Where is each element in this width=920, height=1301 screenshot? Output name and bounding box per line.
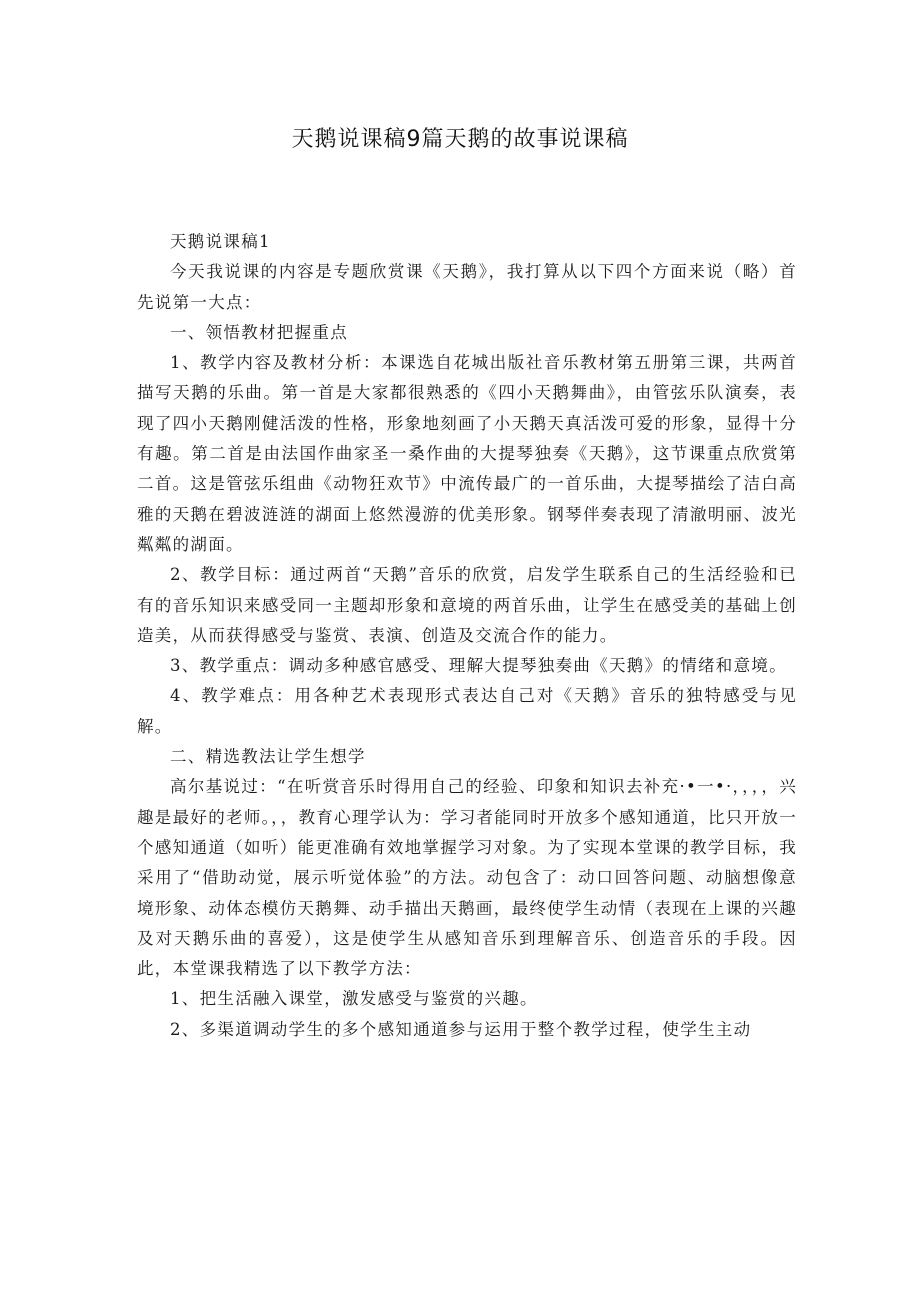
paragraph-methods: 高尔基说过：“在听赏音乐时得用自己的经验、印象和知识去补充·•一•·，，，，兴趣是最好的老师。，，教育心理学认为：学习者能同时开放多个感知通道，比只开放一个感知通道（如听）能更准确有效地掌握学习对象。为了实现本堂课的教学目标，我采用了“借助动觉，展示听觉体验”的方法。动包含了：动口回答问题、动脑想像意境形象、动体态模仿天鹅舞、动手描出天鹅画，最终使学生动情（表现在上课的兴趣及对天鹅乐曲的喜爱），这是使学生从感知音乐到理解音乐、创造音乐的手段。因此，本堂课我精选了以下教学方法： [137, 777, 797, 979]
section-heading-2: 一、领悟教材把握重点 [170, 322, 348, 342]
document-body [137, 227, 797, 1045]
section-heading-1: 天鹅说课稿1 [170, 232, 271, 251]
section-heading-3: 二、精选教法让学生想学 [170, 747, 366, 767]
paragraph-intro: 今天我说课的内容是专题欣赏课《天鹅》，我打算从以下四个方面来说（略）首先说第一大点： [137, 262, 797, 312]
paragraph-method-1: 1、把生活融入课堂，激发感受与鉴赏的兴趣。 [170, 989, 538, 1009]
paragraph-content-analysis: 1、教学内容及教材分析：本课选自花城出版社音乐教材第五册第三课，共两首描写天鹅的乐曲。第一首是大家都很熟悉的《四小天鹅舞曲》，由管弦乐队演奏，表现了四小天鹅刚健活泼的性格，形象地刻画了小天鹅天真活泼可爱的形象，显得十分有趣。第二首是由法国作曲家圣一桑作曲的大提琴独奏《天鹅》，这节课重点欣赏第二首。这是管弦乐组曲《动物狂欢节》中流传最广的一首乐曲，大提琴描绘了洁白高雅的天鹅在碧波涟涟的湖面上悠然漫游的优美形象。钢琴伴奏表现了清澈明丽、波光粼粼的湖面。 [137, 353, 797, 554]
document-title: 天鹅说课稿9篇天鹅的故事说课稿 [291, 127, 629, 152]
paragraph-key-points: 3、教学重点：调动多种感官感受、理解大提琴独奏曲《天鹅》的情绪和意境。 [170, 656, 787, 676]
paragraph-difficulties: 4、教学难点：用各种艺术表现形式表达自己对《天鹅》音乐的独特感受与见解。 [137, 686, 797, 736]
paragraph-teaching-goals: 2、教学目标：通过两首“天鹅”音乐的欣赏，启发学生联系自己的生活经验和已有的音乐知识来感受同一主题却形象和意境的两首乐曲，让学生在感受美的基础上创造美，从而获得感受与鉴赏、表演、创造及交流合作的能力。 [137, 565, 797, 645]
paragraph-method-2: 2、多渠道调动学生的多个感知通道参与运用于整个教学过程，使学生主动 [170, 1019, 752, 1039]
